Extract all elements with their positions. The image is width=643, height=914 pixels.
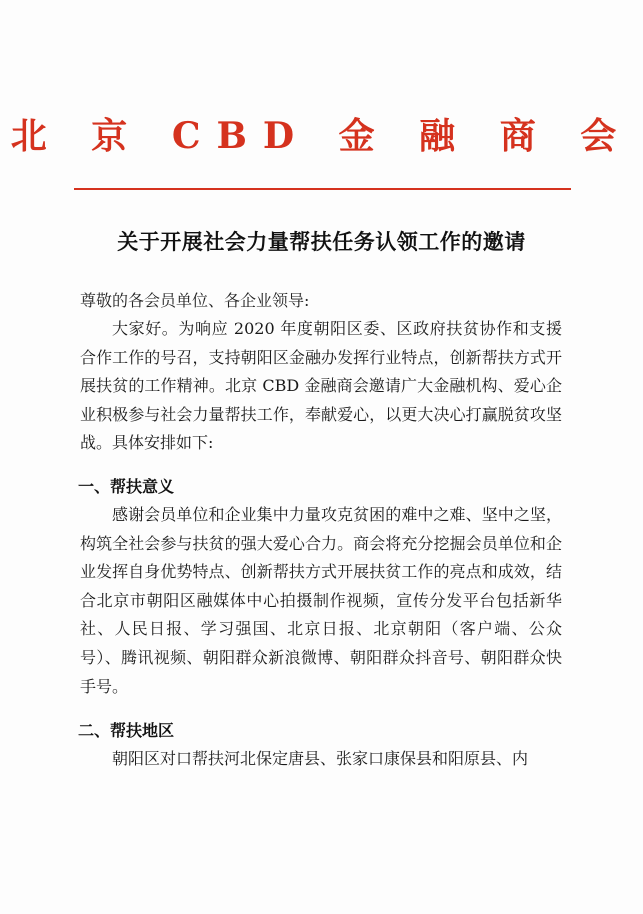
intro-paragraph: 大家好。为响应 2020 年度朝阳区委、区政府扶贫协作和支援合作工作的号召，支持朝阳区金融办发挥行业特点，创新帮扶方式开展扶贫的工作精神。北京 CBD 金融商会邀请广大金融机构、爱心企业积极参与社会力量帮扶工作，奉献爱心，以更大决心打赢脱贫攻坚战。具体安排如下: xyxy=(80,319,562,453)
regions-paragraph: 朝阳区对口帮扶河北保定唐县、张家口康保县和阳原县、内 xyxy=(112,749,529,768)
document-title: 关于开展社会力量帮扶任务认领工作的邀请 xyxy=(117,229,526,254)
significance-paragraph: 感谢会员单位和企业集中力量攻克贫困的难中之难、坚中之坚，构筑全社会参与扶贫的强大爱心合力。商会将充分挖掘会员单位和企业发挥自身优势特点、创新帮扶方式开展扶贫工作的亮点和成效，结合北京市朝阳区融媒体中心拍摄制作视频，宣传分发平台包括新华社、人民日报、学习强国、北京日报、北京朝阳（客户端、公众号）、腾讯视频、朝阳群众新浪微博、朝阳群众抖音号、朝阳群众快手号。 xyxy=(80,505,562,696)
organization-title: 北 京 CBD 金 融 商 会 xyxy=(10,115,633,157)
section-heading-significance: 一、帮扶意义 xyxy=(78,477,175,496)
salutation: 尊敬的各会员单位、各企业领导: xyxy=(80,291,310,310)
header-divider xyxy=(74,188,571,190)
section-heading-regions: 二、帮扶地区 xyxy=(78,721,175,740)
